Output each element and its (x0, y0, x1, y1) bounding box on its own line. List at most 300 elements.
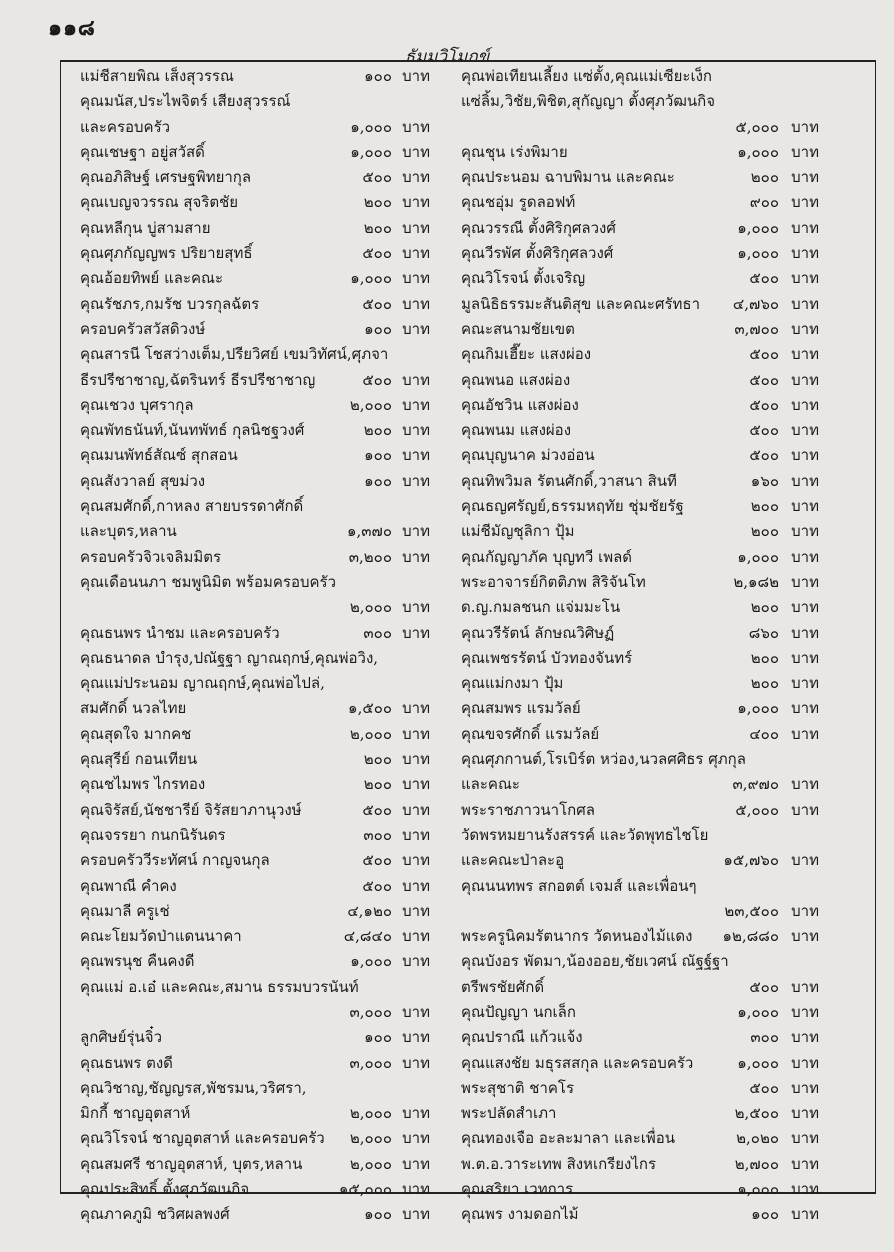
currency-unit: บาท (791, 648, 819, 667)
donor-name: มิกกี้ ชาญอุตสาห์ (80, 1104, 191, 1123)
donor-row (80, 469, 430, 494)
donor-name: คุณธนาดล บำรุง,ปณัฐฐา ญาณฤกษ์,คุณพ่อวิง, (80, 648, 379, 667)
donor-name: คุณประนอม ฉาบพิมาน และคณะ (461, 168, 675, 187)
donor-name: คุณธนพร ตงดี (80, 1053, 173, 1072)
donation-amount: ๒๓,๕๐๐ (724, 901, 779, 920)
donation-amount: ๒๐๐ (750, 497, 779, 516)
donation-amount: ๕๐๐ (749, 395, 779, 414)
donor-row (461, 747, 819, 772)
donor-name: คุณแม่ อ.เอ๋ และคณะ,สมาน ธรรมบวรนันท์ (80, 977, 359, 996)
donor-name: คุณพนอ แสงผ่อง (461, 370, 571, 389)
donation-amount: ๑๐๐ (364, 1205, 392, 1224)
donor-row (80, 292, 430, 317)
donor-row (461, 646, 819, 671)
donor-name: คุณอัชวิน แสงผ่อง (461, 395, 579, 414)
currency-unit: บาท (402, 724, 430, 743)
donor-name: ครอบครัววีระทัศน์ กาญจนกุล (80, 851, 270, 870)
donation-amount: ๒๐๐ (363, 421, 392, 440)
currency-unit: บาท (402, 547, 430, 566)
donation-amount: ๔,๗๖๐ (732, 294, 779, 313)
currency-unit: บาท (791, 775, 819, 794)
donor-name: คุณวิโรจน์ ชาญอุตสาห์ และครอบครัว (80, 1129, 325, 1148)
currency-unit: บาท (402, 901, 430, 920)
donor-row (461, 418, 819, 443)
donation-amount: ๒๐๐ (363, 218, 392, 237)
donation-amount: ๓๐๐ (363, 825, 392, 844)
donor-name: คุณวรีรัตน์ ลักษณวิศิษฏ์ (461, 623, 615, 642)
donor-name: คุณหลีกุน บู่สามสาย (80, 218, 211, 237)
donation-amount: ๒,๕๐๐ (734, 1104, 779, 1123)
donor-row (461, 874, 819, 899)
donor-name: ธีรปรีชาชาญ,ฉัตรินทร์ ธีรปรีชาชาญ (80, 370, 316, 389)
donor-row (80, 1101, 430, 1126)
currency-unit: บาท (402, 1002, 430, 1021)
donor-row (80, 772, 430, 797)
donation-amount: ๑,๐๐๐ (737, 1180, 779, 1199)
currency-unit: บาท (402, 851, 430, 870)
donation-amount: ๔,๑๒๐ (347, 901, 392, 920)
donation-amount: ๑,๐๐๐ (737, 1053, 779, 1072)
donation-amount: ๓,๒๐๐ (348, 547, 392, 566)
currency-unit: บาท (402, 800, 430, 819)
donation-amount: ๕๐๐ (362, 851, 392, 870)
donor-row (80, 1051, 430, 1076)
donor-name: แม่ชีสายพิณ เส็งสุวรรณ (80, 67, 234, 85)
donor-row (80, 519, 430, 544)
donation-amount: ๕๐๐ (362, 294, 392, 313)
donor-name: คุณกิมเฮี๊ยะ แสงผ่อง (461, 345, 592, 364)
currency-unit: บาท (402, 952, 430, 971)
donation-amount: ๒,๐๐๐ (349, 1129, 392, 1148)
currency-unit: บาท (402, 522, 430, 541)
currency-unit: บาท (402, 1154, 430, 1173)
currency-unit: บาท (791, 572, 819, 591)
left-donor-column (80, 64, 430, 1228)
donor-name: พระปลัดสำเภา (461, 1104, 557, 1123)
currency-unit: บาท (791, 421, 819, 440)
donation-amount: ๕๐๐ (362, 168, 392, 187)
donor-row (80, 494, 430, 519)
donor-row (80, 115, 430, 140)
donor-name: คุณภาคภูมิ ชวิศผลพงศ์ (80, 1205, 230, 1224)
donation-amount: ๒,๐๐๐ (349, 395, 392, 414)
currency-unit: บาท (402, 1053, 430, 1072)
donor-name: และคณะป่าละอู (461, 851, 565, 870)
donor-row (461, 772, 819, 797)
donor-row (461, 899, 819, 924)
donor-name: คุณศุภกัญญพร ปริยายสุทธิ์ (80, 244, 253, 263)
donation-amount: ๑,๕๐๐ (348, 699, 392, 718)
donor-row (461, 545, 819, 570)
donor-name: คุณเชวง บุศรากุล (80, 395, 194, 414)
donation-amount: ๑๖๐ (750, 471, 779, 490)
donor-name: คุณพาณี คำคง (80, 876, 177, 895)
donor-row (461, 89, 819, 114)
donor-name: คุณชอุ่ม รูดลอฟท์ (461, 193, 576, 212)
donor-row (80, 165, 430, 190)
donor-row (461, 494, 819, 519)
donor-row (461, 115, 819, 140)
currency-unit: บาท (402, 775, 430, 794)
donor-row (80, 393, 430, 418)
donor-row (461, 443, 819, 468)
donor-name: คุณทิพวิมล รัตนศักดิ์,วาสนา สินที (461, 471, 677, 490)
donor-name: ครอบครัวจิวเจลิมมิตร (80, 547, 222, 566)
donation-amount: ๑,๐๐๐ (737, 218, 779, 237)
donor-row (461, 519, 819, 544)
donor-row (80, 443, 430, 468)
currency-unit: บาท (402, 1028, 430, 1047)
currency-unit: บาท (402, 1129, 430, 1148)
donor-row (80, 1177, 430, 1202)
currency-unit: บาท (402, 142, 430, 161)
donor-name: คุณแม่กงมา ปุ้ม (461, 674, 564, 693)
currency-unit: บาท (791, 294, 819, 313)
donor-name: คุณมาลี ครูเช่ (80, 901, 170, 920)
donor-name: คุณสมศรี ชาญอุตสาห์, บุตร,หลาน (80, 1154, 303, 1173)
donor-row (80, 368, 430, 393)
donor-row (80, 317, 430, 342)
donor-name: ครอบครัวสวัสดิวงษ์ (80, 319, 206, 338)
donor-row (461, 671, 819, 696)
donor-row (80, 266, 430, 291)
donation-amount: ๕๐๐ (749, 370, 779, 389)
donation-amount: ๑๐๐ (364, 1028, 392, 1047)
donation-amount: ๑,๐๐๐ (350, 142, 392, 161)
donor-row (80, 899, 430, 924)
donation-amount: ๑,๐๐๐ (737, 699, 779, 718)
donation-amount: ๒๐๐ (750, 648, 779, 667)
donor-name: คุณบังอร พัดมา,น้องออย,ชัยเวศน์ ณัฐฐ์ฐา (461, 952, 729, 971)
donor-row (461, 798, 819, 823)
donation-amount: ๑๕,๗๖๐ (723, 851, 779, 870)
donor-name: และครอบครัว (80, 117, 171, 136)
donor-name: แม่ชีมัญชุลิกา ปุ้ม (461, 522, 575, 541)
currency-unit: บาท (402, 421, 430, 440)
currency-unit: บาท (791, 977, 819, 996)
donor-name: คุณปัญญา นกเล็ก (461, 1002, 576, 1021)
donation-amount: ๔,๘๔๐ (343, 927, 392, 946)
donor-name: คุณสริยา เวทการ (461, 1180, 574, 1199)
currency-unit: บาท (402, 294, 430, 313)
donor-name: คุณอภิสิษฐ์ เศรษฐพิทยากุล (80, 168, 252, 187)
currency-unit: บาท (791, 851, 819, 870)
donor-name: คุณพนม แสงผ่อง (461, 421, 572, 440)
donor-row (80, 924, 430, 949)
donation-amount: ๑๐๐ (751, 1205, 779, 1224)
currency-unit: บาท (402, 750, 430, 769)
donation-amount: ๒,๐๒๐ (736, 1129, 779, 1148)
donation-amount: ๕๐๐ (362, 876, 392, 895)
donor-name: คุณเพชรรัตน์ บัวทองจันทร์ (461, 648, 633, 667)
donation-amount: ๒,๑๘๒ (733, 572, 779, 591)
currency-unit: บาท (402, 67, 430, 85)
donation-amount: ๒,๐๐๐ (349, 1154, 392, 1173)
currency-unit: บาท (402, 825, 430, 844)
donor-row (80, 595, 430, 620)
currency-unit: บาท (402, 319, 430, 338)
currency-unit: บาท (791, 193, 819, 212)
donor-name: คุณวิโรจน์ ตั้งเจริญ (461, 269, 586, 288)
currency-unit: บาท (402, 623, 430, 642)
donor-row (461, 1025, 819, 1050)
currency-unit: บาท (402, 168, 430, 187)
currency-unit: บาท (402, 1180, 430, 1199)
currency-unit: บาท (791, 345, 819, 364)
donor-name: คณะสนามชัยเขต (461, 319, 575, 338)
donor-row (80, 646, 430, 671)
donor-name: คุณเดือนนภา ชมพูนิมิต พร้อมครอบครัว (80, 572, 336, 591)
donation-amount: ๒,๐๐๐ (349, 1104, 392, 1123)
donation-amount: ๘๖๐ (748, 623, 779, 642)
donation-amount: ๑,๐๐๐ (350, 117, 392, 136)
donation-amount: ๑๐๐ (364, 471, 392, 490)
donor-row (461, 823, 819, 848)
donor-row (461, 342, 819, 367)
donation-amount: ๒๐๐ (750, 168, 779, 187)
currency-unit: บาท (402, 395, 430, 414)
donation-amount: ๕๐๐ (749, 269, 779, 288)
currency-unit: บาท (402, 117, 430, 136)
donor-name: คุณจิรัสย์,นัชชารีย์ จิรัสยาภานุวงษ์ (80, 800, 302, 819)
currency-unit: บาท (791, 1180, 819, 1199)
donor-row (461, 165, 819, 190)
donor-name: คุณธนพร นำชม และครอบครัว (80, 623, 280, 642)
donor-name: คุณสมพร แรมวัลย์ (461, 699, 581, 718)
donor-name: คุณสารนี โชสว่างเต็ม,ปรียวิศย์ เขมวิทัศน์,ศุภจา (80, 345, 389, 364)
donor-name: และบุตร,หลาน (80, 522, 177, 541)
donor-name: คุณบุญนาค ม่วงอ่อน (461, 446, 595, 465)
currency-unit: บาท (791, 142, 819, 161)
donation-amount: ๒๐๐ (750, 674, 779, 693)
donor-name: คุณเชษฐา อยู่สวัสดิ์ (80, 142, 205, 161)
donor-row (461, 1051, 819, 1076)
right-donor-column (461, 64, 819, 1228)
donor-name: พ.ต.อ.วาระเทพ สิงหเกรียงไกร (461, 1154, 656, 1173)
donor-name: คุณวิชาญ,ชัญญรส,พัชรมน,วริศรา, (80, 1078, 307, 1097)
donor-name: คุณแสงชัย มธุรสสกุล และครอบครัว (461, 1053, 694, 1072)
donation-amount: ๑,๓๗๐ (347, 522, 392, 541)
donation-amount: ๒๐๐ (363, 193, 392, 212)
donor-row (461, 1101, 819, 1126)
currency-unit: บาท (791, 800, 819, 819)
currency-unit: บาท (791, 370, 819, 389)
currency-unit: บาท (791, 901, 819, 920)
donation-amount: ๒๐๐ (363, 775, 392, 794)
donor-row (80, 140, 430, 165)
donor-row (80, 747, 430, 772)
donor-row (80, 89, 430, 114)
donor-name: ตรีพรชัยศักดิ์ (461, 977, 545, 996)
donor-row (461, 190, 819, 215)
donor-row (461, 722, 819, 747)
currency-unit: บาท (791, 497, 819, 516)
currency-unit: บาท (791, 117, 819, 136)
currency-unit: บาท (791, 598, 819, 617)
donor-name: คุณเบญจวรรณ สุจริตชัย (80, 193, 239, 212)
donor-name: คุณชุน เร่งพิมาย (461, 142, 568, 161)
donor-name: คุณพัทธนันท์,นันทพัทธ์ กุลนิชฐวงศ์ (80, 421, 305, 440)
currency-unit: บาท (402, 598, 430, 617)
donor-row (80, 1000, 430, 1025)
page-header-title: ธัมมวิโมกข์ (404, 47, 490, 67)
donor-row (461, 241, 819, 266)
donor-row (80, 1152, 430, 1177)
donor-row (80, 874, 430, 899)
donor-name: คุณประสิทธิ์ ตั้งศุภวัฒนกิจ (80, 1180, 250, 1199)
donation-amount: ๓,๐๐๐ (349, 1053, 392, 1072)
donor-name: ด.ญ.กมลชนก แจ่มมะโน (461, 598, 621, 617)
donation-amount: ๒๐๐ (750, 598, 779, 617)
donor-name: คุณพร งามดอกไม้ (461, 1205, 579, 1224)
donor-row (461, 696, 819, 721)
donor-name: และคณะ (461, 775, 520, 794)
currency-unit: บาท (791, 674, 819, 693)
donor-row (80, 216, 430, 241)
currency-unit: บาท (791, 623, 819, 642)
donation-amount: ๒,๐๐๐ (349, 724, 392, 743)
currency-unit: บาท (402, 927, 430, 946)
donor-name: คุณจรรยา กนกนิรันดร (80, 825, 226, 844)
currency-unit: บาท (402, 446, 430, 465)
currency-unit: บาท (402, 218, 430, 237)
donor-row (461, 924, 819, 949)
donation-amount: ๑,๐๐๐ (737, 1002, 779, 1021)
page-number: ๑๑๘ (48, 15, 96, 41)
donor-row (461, 1000, 819, 1025)
donor-row (461, 292, 819, 317)
currency-unit: บาท (402, 471, 430, 490)
currency-unit: บาท (791, 724, 819, 743)
currency-unit: บาท (791, 1053, 819, 1072)
donor-row (80, 621, 430, 646)
donor-name: คุณนนทพร สกอตต์ เจมส์ และเพื่อนๆ (461, 876, 697, 895)
donation-amount: ๓,๐๐๐ (349, 1002, 392, 1021)
donor-name: คุณแม่ประนอม ญาณฤกษ์,คุณพ่อไปล่, (80, 674, 325, 693)
donor-row (461, 570, 819, 595)
donor-name: คุณชไมพร ไกรทอง (80, 775, 206, 794)
currency-unit: บาท (402, 370, 430, 389)
donor-name: คุณปราณี แก้วแจ้ง (461, 1028, 583, 1047)
currency-unit: บาท (791, 522, 819, 541)
donation-amount: ๑๐๐ (364, 67, 392, 85)
donation-amount: ๓,๙๗๐ (732, 775, 779, 794)
currency-unit: บาท (402, 193, 430, 212)
donor-row (80, 848, 430, 873)
donor-row (80, 570, 430, 595)
donation-amount: ๕๐๐ (362, 244, 392, 263)
donation-amount: ๕๐๐ (749, 977, 779, 996)
donor-name: คุณพรนุช คืนคงดี (80, 952, 195, 971)
donor-name: แซ่ลิ้ม,วิชัย,พิชิต,สุกัญญา ตั้งศุภวัฒนกิจ (461, 92, 715, 111)
donor-row (80, 671, 430, 696)
donor-name: คุณมนพัทธ์สัณซ์ สุกสอน (80, 446, 238, 465)
donor-name: ลูกศิษย์รุ่นจิ๋ว (80, 1028, 162, 1047)
currency-unit: บาท (791, 1078, 819, 1097)
donor-row (80, 798, 430, 823)
donor-row (80, 190, 430, 215)
donor-row (80, 823, 430, 848)
donor-row (80, 722, 430, 747)
donor-row (80, 1076, 430, 1101)
donor-name: คุณธญศรัญย์,ธรรมหฤทัย ชุ่มชัยรัฐ (461, 497, 684, 516)
currency-unit: บาท (791, 1205, 819, 1224)
currency-unit: บาท (791, 446, 819, 465)
donor-row (461, 1177, 819, 1202)
donation-amount: ๕๐๐ (749, 345, 779, 364)
donor-row (461, 595, 819, 620)
donation-amount: ๒,๗๐๐ (734, 1154, 779, 1173)
currency-unit: บาท (402, 244, 430, 263)
donor-name: คุณกัญญาภัค บุญทวี เพลด์ (461, 547, 633, 566)
donation-amount: ๑,๐๐๐ (737, 244, 779, 263)
donor-row (461, 368, 819, 393)
donor-name: คณะโยมวัดป่าแดนนาคา (80, 927, 242, 946)
donor-row (461, 1152, 819, 1177)
currency-unit: บาท (791, 218, 819, 237)
donor-name: คุณวรรณี ตั้งศิริกุศลวงศ์ (461, 218, 616, 237)
donor-name: คุณขจรศักดิ์ แรมวัลย์ (461, 724, 600, 743)
currency-unit: บาท (402, 876, 430, 895)
donor-name: พระสุชาติ ชาคโร (461, 1078, 575, 1097)
currency-unit: บาท (791, 244, 819, 263)
donation-amount: ๓๐๐ (363, 623, 392, 642)
donation-amount: ๕๐๐ (749, 421, 779, 440)
donation-amount: ๑,๐๐๐ (350, 952, 392, 971)
donation-amount: ๑,๐๐๐ (350, 269, 392, 288)
donor-row (80, 545, 430, 570)
donation-amount: ๑๒,๘๘๐ (722, 927, 779, 946)
donation-amount: ๕,๐๐๐ (735, 800, 779, 819)
currency-unit: บาท (791, 699, 819, 718)
donor-name: คุณศุภกานต์,โรเบิร์ต หว่อง,นวลศศิธร ศุภกุล (461, 750, 746, 769)
donor-row (80, 949, 430, 974)
donor-row (461, 317, 819, 342)
currency-unit: บาท (402, 1104, 430, 1123)
donor-name: คุณวีรพัศ ตั้งศิริกุศลวงศ์ (461, 244, 614, 263)
donation-amount: ๒,๐๐๐ (349, 598, 392, 617)
currency-unit: บาท (791, 1129, 819, 1148)
currency-unit: บาท (402, 269, 430, 288)
donation-amount: ๑๐๐ (364, 446, 392, 465)
donor-name: คุณสุดใจ มากคช (80, 724, 192, 743)
donor-row (80, 342, 430, 367)
currency-unit: บาท (791, 927, 819, 946)
donation-amount: ๔๐๐ (749, 724, 779, 743)
donation-amount: ๓๐๐ (750, 1028, 779, 1047)
donor-row (461, 949, 819, 974)
donation-amount: ๑๐๐ (364, 319, 392, 338)
currency-unit: บาท (791, 1154, 819, 1173)
donor-name: พระราชภาวนาโกศล (461, 800, 595, 819)
donation-amount: ๕,๐๐๐ (735, 117, 779, 136)
donor-row (80, 418, 430, 443)
currency-unit: บาท (791, 1002, 819, 1021)
currency-unit: บาท (791, 319, 819, 338)
donor-name: คุณมนัส,ประไพจิตร์ เสียงสุวรรณ์ (80, 92, 291, 111)
donor-row (80, 1025, 430, 1050)
currency-unit: บาท (791, 168, 819, 187)
donation-amount: ๑,๐๐๐ (737, 547, 779, 566)
donor-name: พระครูนิคมรัตนากร วัดหนองไม้แดง (461, 927, 693, 946)
donor-name: คุณทองเจือ อะละมาลา และเพื่อน (461, 1129, 676, 1148)
donation-amount: ๒๐๐ (363, 750, 392, 769)
donor-name: วัดพรหมยานรังสรรค์ และวัดพุทธไชโย (461, 825, 709, 844)
donation-amount: ๑,๐๐๐ (737, 142, 779, 161)
donor-row (461, 64, 819, 89)
donor-row (461, 1076, 819, 1101)
donor-row (80, 696, 430, 721)
